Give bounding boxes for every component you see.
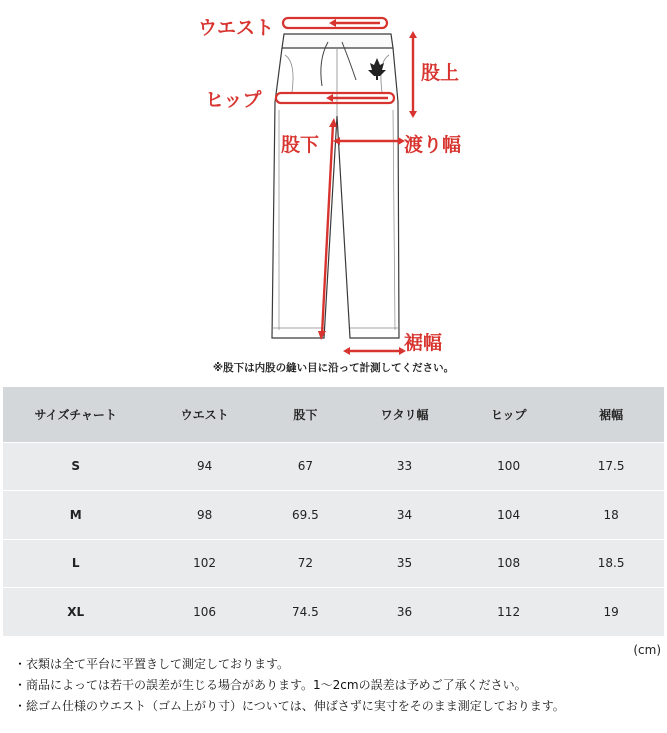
label-thigh: 渡り幅 xyxy=(404,134,462,156)
cell-hip: 100 xyxy=(459,442,558,491)
header-waist: ウエスト xyxy=(180,407,229,422)
cell-hem: 17.5 xyxy=(558,442,664,491)
cell-thigh: 34 xyxy=(350,491,459,540)
table-row xyxy=(3,442,664,491)
cell-hem: 19 xyxy=(558,588,664,637)
label-inseam: 股下 xyxy=(281,134,320,156)
cell-hem: 18 xyxy=(558,491,664,540)
notes-list xyxy=(14,654,565,717)
pants-outline xyxy=(272,34,399,338)
cell-inseam: 67 xyxy=(261,442,350,491)
unit-label: (cm) xyxy=(633,643,661,657)
table-row xyxy=(3,539,664,588)
header-hip: ヒップ xyxy=(490,407,527,422)
cell-thigh: 36 xyxy=(350,588,459,637)
cell-thigh: 35 xyxy=(350,539,459,588)
note-item: ・商品によっては若干の誤差が生じる場合があります。1〜2cmの誤差は予めご了承ください。 xyxy=(14,678,527,692)
cell-hip: 108 xyxy=(459,539,558,588)
size-chart-table xyxy=(3,387,664,636)
measurement-note: ※股下は内股の縫い目に沿って計測してください。 xyxy=(212,362,455,374)
cell-inseam: 69.5 xyxy=(261,491,350,540)
label-hem: 裾幅 xyxy=(404,332,443,354)
table-row xyxy=(3,588,664,637)
label-hip: ヒップ xyxy=(205,89,262,111)
cell-size: XL xyxy=(3,588,148,637)
table-header-row xyxy=(3,387,664,442)
cell-hem: 18.5 xyxy=(558,539,664,588)
header-thigh: ワタリ幅 xyxy=(380,407,429,422)
cell-waist: 106 xyxy=(148,588,260,637)
cell-thigh: 33 xyxy=(350,442,459,491)
label-waist: ウエスト xyxy=(198,17,275,39)
cell-size: M xyxy=(3,491,148,540)
maple-leaf-icon xyxy=(368,58,386,80)
measurement-lines xyxy=(276,18,413,351)
cell-hip: 112 xyxy=(459,588,558,637)
header-hem: 裾幅 xyxy=(599,407,624,422)
label-rise: 股上 xyxy=(421,62,460,84)
cell-waist: 102 xyxy=(148,539,260,588)
note-item: ・衣類は全て平台に平置きして測定しております。 xyxy=(14,657,290,671)
cell-waist: 98 xyxy=(148,491,260,540)
cell-inseam: 74.5 xyxy=(261,588,350,637)
cell-size: S xyxy=(3,442,148,491)
note-item: ・総ゴム仕様のウエスト（ゴム上がり寸）については、伸ばさずに実寸をそのまま測定しております。 xyxy=(14,699,565,713)
table-row xyxy=(3,491,664,540)
header-size-chart: サイズチャート xyxy=(34,407,117,422)
header-inseam: 股下 xyxy=(293,407,318,422)
cell-waist: 94 xyxy=(148,442,260,491)
cell-hip: 104 xyxy=(459,491,558,540)
cell-inseam: 72 xyxy=(261,539,350,588)
cell-size: L xyxy=(3,539,148,588)
